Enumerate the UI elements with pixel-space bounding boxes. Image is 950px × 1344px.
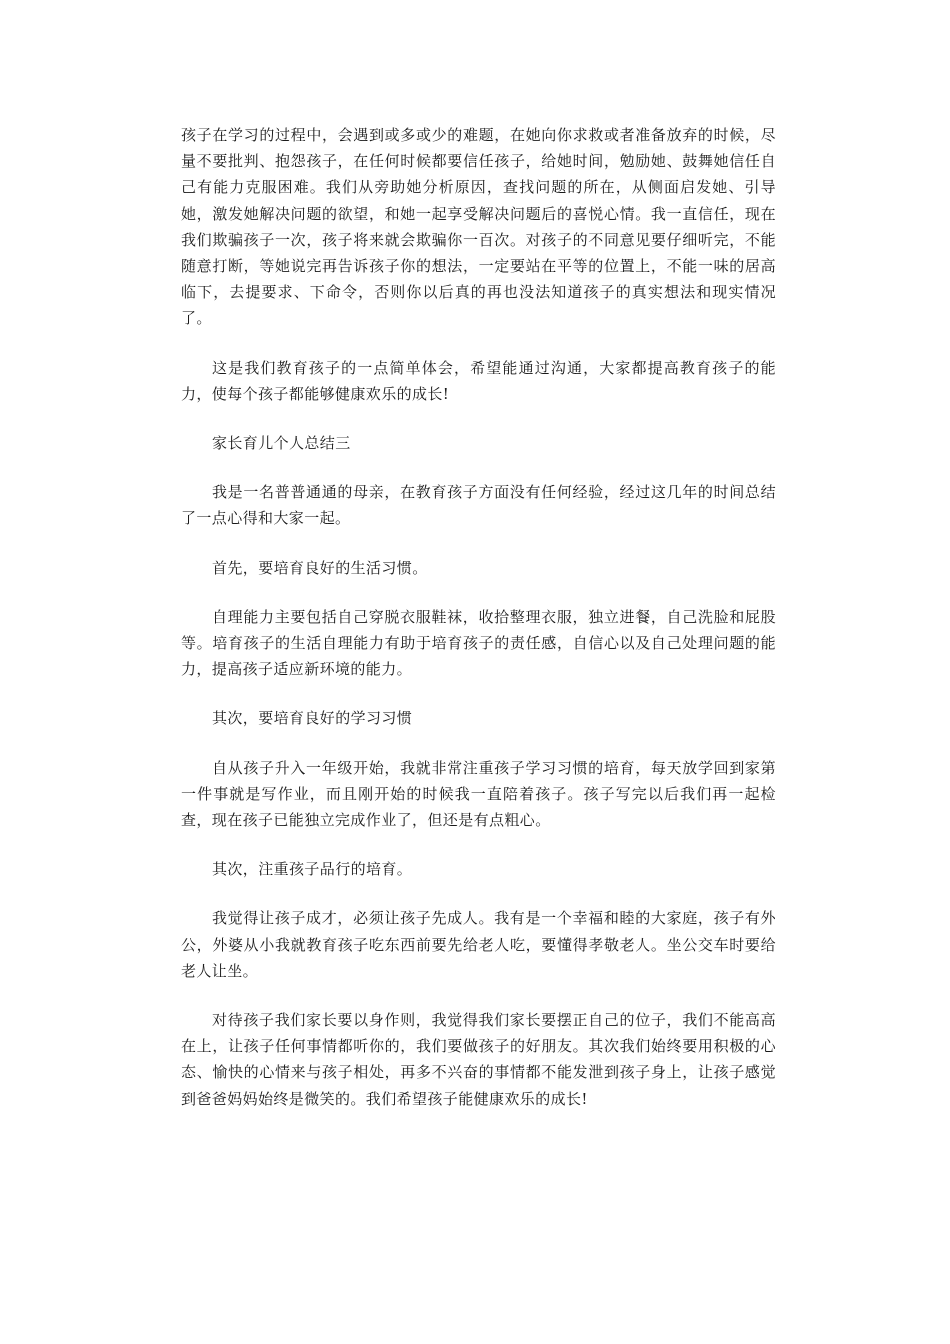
paragraph-5: 首先，要培育良好的生活习惯。	[212, 558, 428, 577]
paragraph-2: 这是我们教育孩子的一点简单体会，希望能通过沟通，大家都提高教育孩子的能力，使每个孩子都能够健康欢乐的成长!	[181, 358, 776, 403]
paragraph-8: 自从孩子升入一年级开始，我就非常注重孩子学习习惯的培育，每天放学回到家第一件事就是写作业，而且刚开始的时候我一直陪着孩子。孩子写完以后我们再一起检查，现在孩子已能独立完成作业了，但还是有点粗心。	[181, 758, 776, 830]
paragraph-7: 其次，要培育良好的学习习惯	[212, 709, 413, 728]
section-heading: 家长育儿个人总结三	[212, 434, 351, 453]
paragraph-9: 其次，注重孩子品行的培育。	[212, 860, 413, 879]
document-page	[181, 122, 776, 1135]
paragraph-4: 我是一名普普通通的母亲，在教育孩子方面没有任何经验，经过这几年的时间总结了一点心得和大家一起。	[181, 483, 776, 528]
paragraph-6: 自理能力主要包括自己穿脱衣服鞋袜，收拾整理衣服，独立进餐，自己洗脸和屁股等。培育孩子的生活自理能力有助于培育孩子的责任感，自信心以及自己处理问题的能力，提高孩子适应新环境的能力。	[181, 607, 776, 679]
paragraph-1: 孩子在学习的过程中，会遇到或多或少的难题，在她向你求救或者准备放弃的时候，尽量不要批判、抱怨孩子，在任何时候都要信任孩子，给她时间，勉励她、鼓舞她信任自己有能力克服困难。我们从旁助她分析原因，查找问题的所在，从侧面启发她、引导她，激发她解决问题的欲望，和她一起享受解决问题后的喜悦心情。我一直信任，现在我们欺骗孩子一次，孩子将来就会欺骗你一百次。对孩子的不同意见要仔细听完，不能随意打断，等她说完再告诉孩子你的想法，一定要站在平等的位置上，不能一味的居高临下，去提要求、下命令，否则你以后真的再也没法知道孩子的真实想法和现实情况了。	[181, 126, 776, 328]
paragraph-11: 对待孩子我们家长要以身作则，我觉得我们家长要摆正自己的位子，我们不能高高在上，让孩子任何事情都听你的，我们要做孩子的好朋友。其次我们始终要用积极的心态、愉快的心情来与孩子相处，再多不兴奋的事情都不能发泄到孩子身上，让孩子感觉到爸爸妈妈始终是微笑的。我们希望孩子能健康欢乐的成长!	[181, 1011, 776, 1108]
paragraph-10: 我觉得让孩子成才，必须让孩子先成人。我有是一个幸福和睦的大家庭，孩子有外公，外婆从小我就教育孩子吃东西前要先给老人吃，要懂得孝敬老人。坐公交车时要给老人让坐。	[181, 909, 776, 980]
